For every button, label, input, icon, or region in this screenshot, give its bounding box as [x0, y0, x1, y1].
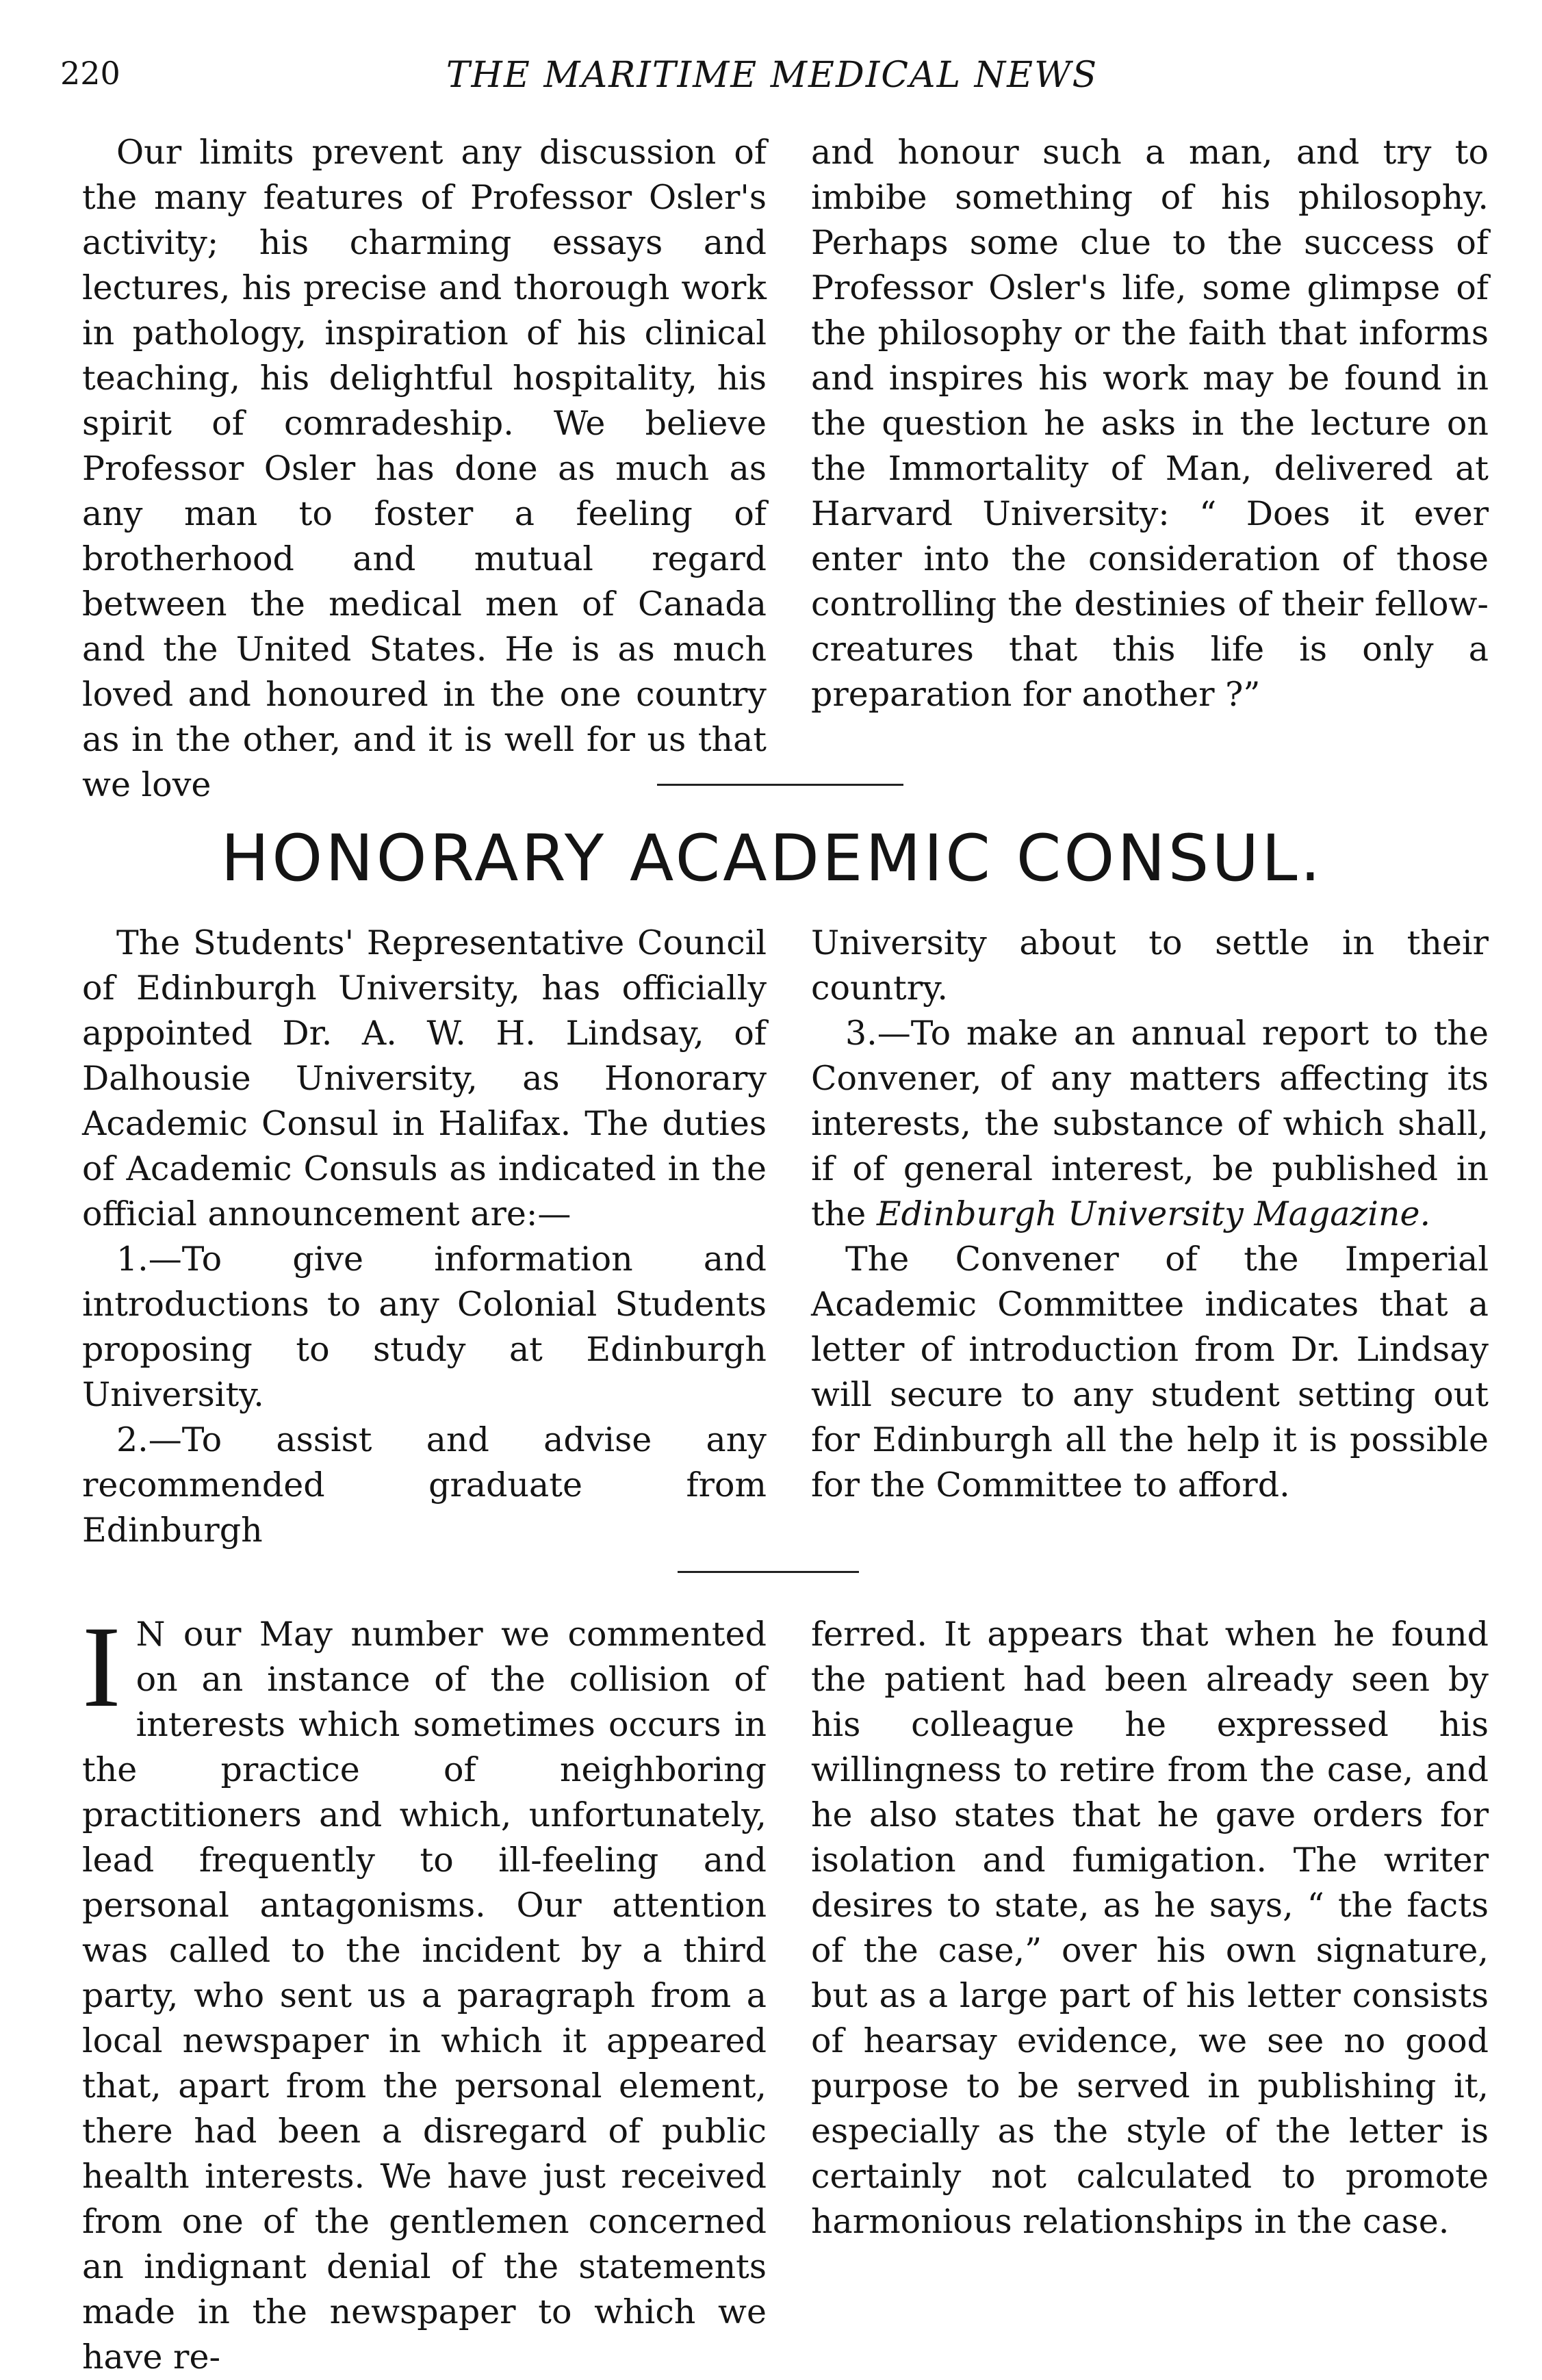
magazine-name: Edinburgh University Magazine. [876, 1194, 1431, 1233]
duty-3-text: 3.—To make an annual report to the Convener, of any matters affecting its interests, the substance of which shall, if of general interest, be published in the [811, 1014, 1489, 1233]
duty-1: 1.—To give information and introductions to any Colonial Students proposing to study at Edinburgh University. [82, 1240, 767, 1414]
page-header [60, 55, 1484, 110]
running-title: THE MARITIME MEDICAL NEWS [446, 55, 1098, 96]
consul-right-column [811, 921, 1489, 1508]
editorial-text: N our May number we commented on an instance of the collision of interests which sometimes occurs in the practice of neighboring practitioners and which, unfortunately, lead frequently to ill-feeling and personal antagonisms. Our attention was called to the incident by a third party, who sent us a paragraph from a local newspaper in which it appeared that, apart from the personal element, there had been a disregard of public health interests. We have just received from one of the gentlemen concerned an indignant denial of the statements made in the newspaper to which we have re- [82, 1615, 767, 2377]
consul-left-column [82, 921, 767, 1553]
section-title: HONORARY ACADEMIC CONSUL. [220, 821, 1324, 896]
duty-2: 2.—To assist and advise any recommended graduate from Edinburgh [82, 1420, 767, 1550]
editorial-left-column [82, 1602, 767, 2380]
osler-left-column [82, 130, 767, 808]
duty-2-continued: University about to settle in their country. [811, 923, 1489, 1008]
convener-note: The Convener of the Imperial Academic Committee indicates that a letter of introduction from Dr. Lindsay will secure to any student setting out for Edinburgh all the help it is possible for the Committee to afford. [811, 1240, 1489, 1505]
section-divider-2 [678, 1571, 859, 1573]
osler-paragraph: Our limits prevent any discussion of the many features of Professor Osler's activity; his charming essays and lectures, his precise and thorough work in pathology, inspiration of his clinical teaching, his delightful hospitality, his spirit of comradeship. We believe Professor Osler has done as much as any man to foster a feeling of brotherhood and mutual regard between the medical men of Canada and the United States. He is as much loved and honoured in the one country as in the other, and it is well for us that we love [82, 133, 767, 804]
consul-intro: The Students' Representative Council of Edinburgh University, has officially appointed Dr. A. W. H. Lindsay, of Dalhousie University, as Honorary Academic Consul in Halifax. The duties of Academic Consuls as indicated in the official announcement are:— [82, 923, 767, 1233]
osler-right-column [811, 130, 1489, 717]
osler-paragraph-continued: and honour such a man, and try to imbibe something of his philosophy. Perhaps some clue to the success of Professor Osler's life, some glimpse of the philosophy or the faith that informs and inspires his work may be found in the question he asks in the lecture on the Immortality of Man, delivered at Harvard University: “ Does it ever enter into the consideration of those controlling the destinies of their fellow-creatures that this life is only a preparation for another ?” [811, 133, 1489, 714]
editorial-paragraph [82, 1602, 767, 2380]
duty-3 [811, 1011, 1489, 1237]
editorial-paragraph-continued: ferred. It appears that when he found the patient had been already seen by his colleague he expressed his willingness to retire from the case, and he also states that he gave orders for isolation and fumigation. The writer desires to state, as he says, “ the facts of the case,” over his own signature, but as a large part of his letter consists of hearsay evidence, we see no good purpose to be served in publishing it, especially as the style of the letter is certainly not calculated to promote harmonious relationships in the case. [811, 1615, 1489, 2241]
page-number: 220 [60, 55, 120, 92]
drop-cap: I [82, 1602, 121, 1731]
section-divider [657, 784, 903, 786]
editorial-right-column [811, 1612, 1489, 2244]
